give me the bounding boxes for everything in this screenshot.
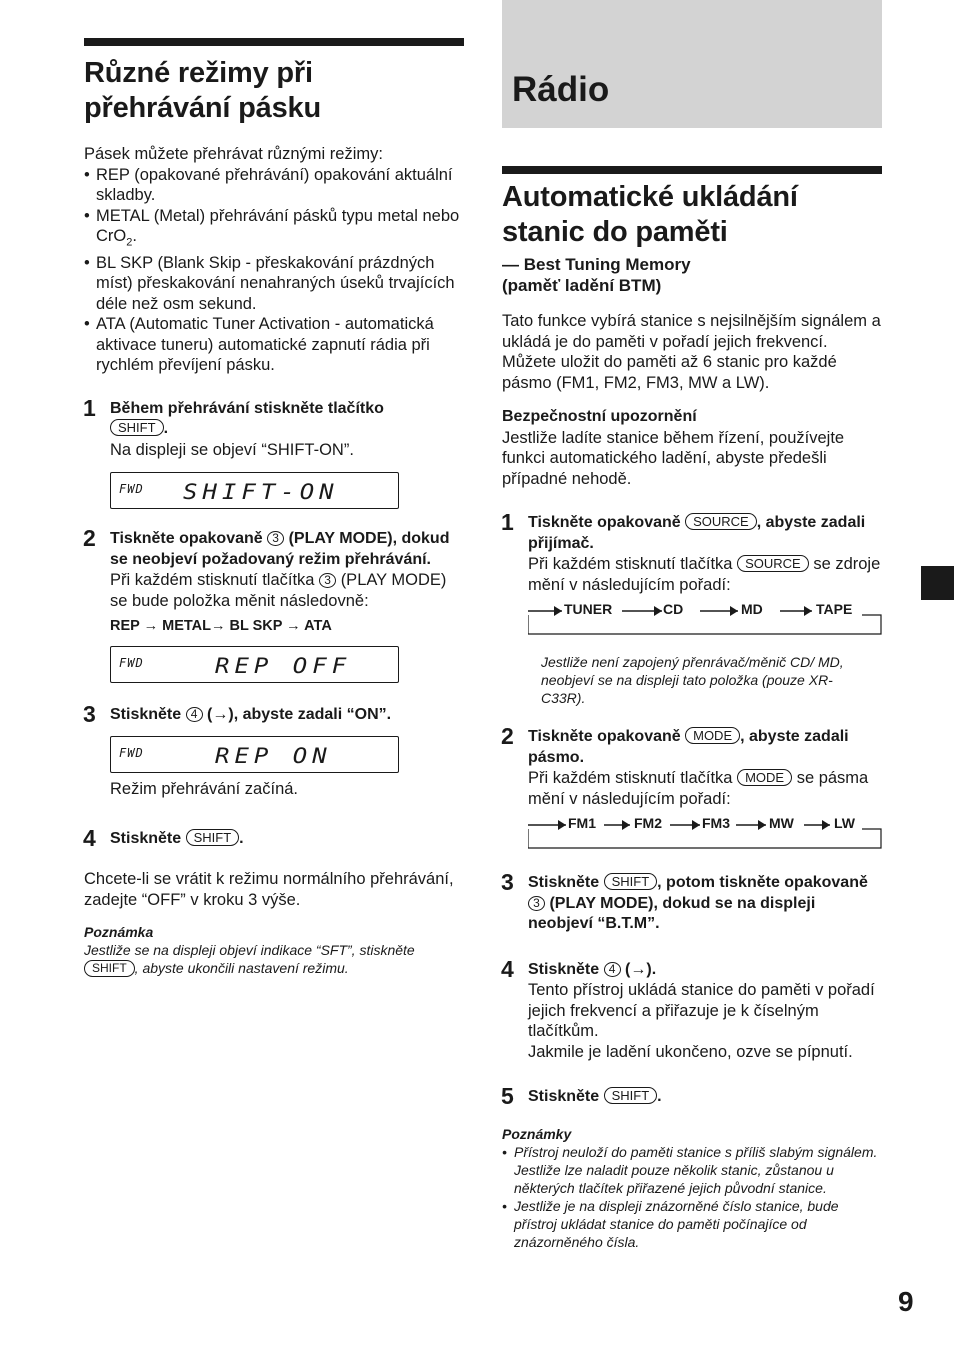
chapter-tab-marker xyxy=(921,566,954,600)
step-number: 5 xyxy=(501,1083,514,1109)
subtitle-line: — Best Tuning Memory xyxy=(502,255,691,274)
step-text-part: (PLAY MODE) se bude položka měnit následovně: xyxy=(110,571,447,610)
list-item xyxy=(84,206,464,253)
key-3: 3 xyxy=(528,896,545,911)
instruction-text: Tiskněte opakovaně xyxy=(110,530,263,548)
list-item: • BL SKP (Blank Skip - přeskakování prázdných míst) přeskakování nenahraných úseků trvajících déle než osm sekund. xyxy=(84,253,464,315)
title-line-1: Různé režimy při xyxy=(84,57,313,89)
key-3: 3 xyxy=(267,531,284,546)
note-text xyxy=(84,941,464,977)
key-4: 4 xyxy=(604,962,621,977)
chapter-banner xyxy=(502,0,882,128)
note-item: • Jestliže je na displeji znázorněné číslo stanice, bude přístroj ukládat stanice do paměti počínajíce od znázorněného čísla. xyxy=(502,1197,882,1251)
source-flow xyxy=(528,601,882,635)
step-number: 4 xyxy=(83,824,96,851)
step-text xyxy=(110,570,464,611)
warning-heading: Bezpečnostní upozornění xyxy=(502,408,697,425)
instruction-text: Stiskněte xyxy=(528,1088,600,1105)
step-text-part: Při každém stisknutí tlačítka xyxy=(528,769,733,787)
shift-key: SHIFT xyxy=(84,960,135,977)
step-number: 2 xyxy=(83,525,96,552)
display-main-text: REP OFF xyxy=(215,653,352,679)
step-number: 2 xyxy=(501,723,514,749)
display-shift-on xyxy=(110,472,399,509)
display-small-text: FWD xyxy=(119,655,144,670)
step-3 xyxy=(83,700,464,800)
instruction-text: Během přehrávání stiskněte tlačítko xyxy=(110,399,384,417)
display-rep-on xyxy=(110,736,399,773)
step-5 xyxy=(501,1083,882,1109)
step-instruction xyxy=(528,960,882,981)
section-title-tape xyxy=(84,56,464,126)
notes-heading: Poznámky xyxy=(502,1125,572,1142)
outro-text: Chcete-li se vrátit k režimu normálního přehrávání, zadejte “OFF” v kroku 3 výše. xyxy=(84,870,454,909)
instruction-text: Stiskněte xyxy=(110,829,182,847)
instruction-text: (→). xyxy=(625,960,657,978)
step-text: Režim přehrávání začíná. xyxy=(110,780,299,799)
step-text-part: se pásma mění v následujícím pořadí: xyxy=(528,769,869,808)
subtitle-line: (paměť ladění BTM) xyxy=(502,275,662,295)
flow-label-tuner: TUNER xyxy=(564,601,613,617)
instruction-text: (→), abyste zadali “ON”. xyxy=(207,705,392,723)
step-1 xyxy=(83,394,464,510)
shift-key: SHIFT xyxy=(110,419,164,436)
display-small-text: FWD xyxy=(119,482,144,497)
list-item-end: . xyxy=(132,227,137,245)
instruction-text: . xyxy=(657,1088,662,1105)
instruction-text: , abyste zadali přijímač. xyxy=(528,514,866,552)
step-number: 4 xyxy=(501,955,514,982)
step-number: 1 xyxy=(501,509,514,535)
step-instruction xyxy=(110,705,464,726)
flow-label-md: MD xyxy=(741,601,763,617)
step-text xyxy=(528,768,882,809)
title-line-1: Automatické ukládání xyxy=(502,181,798,213)
step-instruction xyxy=(528,727,882,768)
instruction-text: (PLAY MODE), dokud se na displeji neobjeví “B.T.M”. xyxy=(528,894,816,932)
title-line-2: přehrávání pásku xyxy=(84,92,321,124)
instruction-text: Stiskněte xyxy=(528,960,600,978)
flow-label-tape: TAPE xyxy=(816,601,853,617)
subscript: 2 xyxy=(126,236,133,249)
note-text-part: Jestliže se na displeji objeví indikace “SFT”, stiskněte xyxy=(84,942,415,959)
step-3 xyxy=(501,869,882,935)
intro-text: Tato funkce vybírá stanice s nejsilnějším signálem a ukládá je do paměti v pořadí jejich frekvencí. Můžete uložit do paměti až 6 stanic pro každé pásmo (FM1, FM2, FM3, MW a LW). xyxy=(502,312,881,392)
intro-text: Pásek můžete přehrávat různými režimy: xyxy=(84,145,383,163)
step-instruction xyxy=(110,399,464,440)
display-small-text: FWD xyxy=(119,746,144,761)
instruction-text: , abyste zadali pásmo. xyxy=(528,728,849,766)
chapter-title: Rádio xyxy=(512,70,610,109)
source-key: SOURCE xyxy=(685,513,757,530)
instruction-text: Stiskněte xyxy=(110,705,182,723)
mode-key: MODE xyxy=(685,727,740,744)
key-3: 3 xyxy=(319,573,336,588)
note-heading: Poznámka xyxy=(84,924,154,941)
step-instruction xyxy=(110,529,464,570)
step-2 xyxy=(83,525,464,683)
step-instruction xyxy=(528,513,882,554)
display-main-text: SHIFT-ON xyxy=(183,479,339,505)
mode-sequence: REP → METAL→ BL SKP → ATA xyxy=(110,618,332,635)
step-text: Tento přístroj ukládá stanice do paměti v pořadí jejich frekvencí a přiřazuje je k číselným tlačítkům. xyxy=(528,981,875,1040)
step-number: 1 xyxy=(83,394,96,421)
flow-label-mw: MW xyxy=(769,815,794,831)
right-column xyxy=(502,0,882,1251)
section-title-btm xyxy=(502,180,882,250)
flow-label-fm2: FM2 xyxy=(634,815,662,831)
step-text xyxy=(528,554,882,595)
step-instruction xyxy=(110,829,464,850)
flow-note: Jestliže není zapojený přenrávač/měnič CD/ MD, neobjeví se na displeji tato položka (pouze XR-C33R). xyxy=(541,654,844,706)
heading-rule xyxy=(84,38,464,46)
shift-key: SHIFT xyxy=(186,829,240,846)
instruction-text: (PLAY MODE), dokud se neobjeví požadovaný režim přehrávání. xyxy=(110,530,450,568)
notes-list xyxy=(502,1143,882,1251)
shift-key: SHIFT xyxy=(604,873,658,890)
left-column xyxy=(84,38,464,977)
step-instruction xyxy=(528,1087,882,1108)
step-4 xyxy=(501,955,882,1063)
subtitle xyxy=(502,255,882,296)
instruction-text: . xyxy=(239,829,244,847)
flow-label-fm1: FM1 xyxy=(568,815,596,831)
step-1 xyxy=(501,509,882,707)
step-text-part: Při každém stisknutí tlačítka xyxy=(528,555,733,573)
step-text-part: se zdroje mění v následujícím pořadí: xyxy=(528,555,881,594)
mode-key: MODE xyxy=(737,769,792,786)
step-number: 3 xyxy=(501,869,514,895)
instruction-text: Stiskněte xyxy=(528,874,600,891)
display-main-text: REP ON xyxy=(215,743,332,769)
list-item: • ATA (Automatic Tuner Activation - automatická aktivace tuneru) automatické zapnutí rádia při rychlém převíjení pásku. xyxy=(84,314,464,376)
title-line-2: stanic do paměti xyxy=(502,216,728,248)
step-number: 3 xyxy=(83,700,96,727)
list-item: • REP (opakované přehrávání) opakování aktuální skladby. xyxy=(84,165,464,206)
key-4: 4 xyxy=(186,707,203,722)
notes xyxy=(502,1125,882,1251)
band-flow xyxy=(528,815,882,849)
note xyxy=(84,923,464,977)
flow-label-lw: LW xyxy=(834,815,855,831)
shift-key: SHIFT xyxy=(604,1087,658,1104)
instruction-text: Tiskněte opakovaně xyxy=(528,514,681,531)
flow-label-fm3: FM3 xyxy=(702,815,730,831)
source-key: SOURCE xyxy=(737,555,809,572)
step-instruction xyxy=(528,873,882,935)
note-item: • Přístroj neuloží do paměti stanice s příliš slabým signálem. Jestliže lze naladit pouze několik stanic, zůstanou u některých tlačítek přiřazené jejich původní stanice. xyxy=(502,1143,882,1197)
mode-list xyxy=(84,165,464,376)
heading-rule xyxy=(502,166,882,174)
warning-text: Jestliže ladíte stanice během řízení, používejte funkci automatického ladění, abyste předešli případné nehodě. xyxy=(502,428,845,488)
list-item-text: METAL (Metal) přehrávání pásků typu metal nebo CrO xyxy=(96,206,460,245)
page-number: 9 xyxy=(898,1286,914,1317)
step-text-part: Při každém stisknutí tlačítka xyxy=(110,571,315,590)
instruction-text: . xyxy=(163,420,169,438)
step-4 xyxy=(83,824,464,851)
step-text: Na displeji se objeví “SHIFT-ON”. xyxy=(110,440,354,459)
display-rep-off xyxy=(110,646,399,683)
note-text-part: , abyste ukončili nastavení režimu. xyxy=(134,960,349,977)
instruction-text: Tiskněte opakovaně xyxy=(528,728,681,745)
flow-label-cd: CD xyxy=(663,601,684,617)
instruction-text: , potom tiskněte opakovaně xyxy=(657,874,868,891)
step-2 xyxy=(501,723,882,849)
step-text: Jakmile je ladění ukončeno, ozve se pípnutí. xyxy=(528,1042,853,1061)
